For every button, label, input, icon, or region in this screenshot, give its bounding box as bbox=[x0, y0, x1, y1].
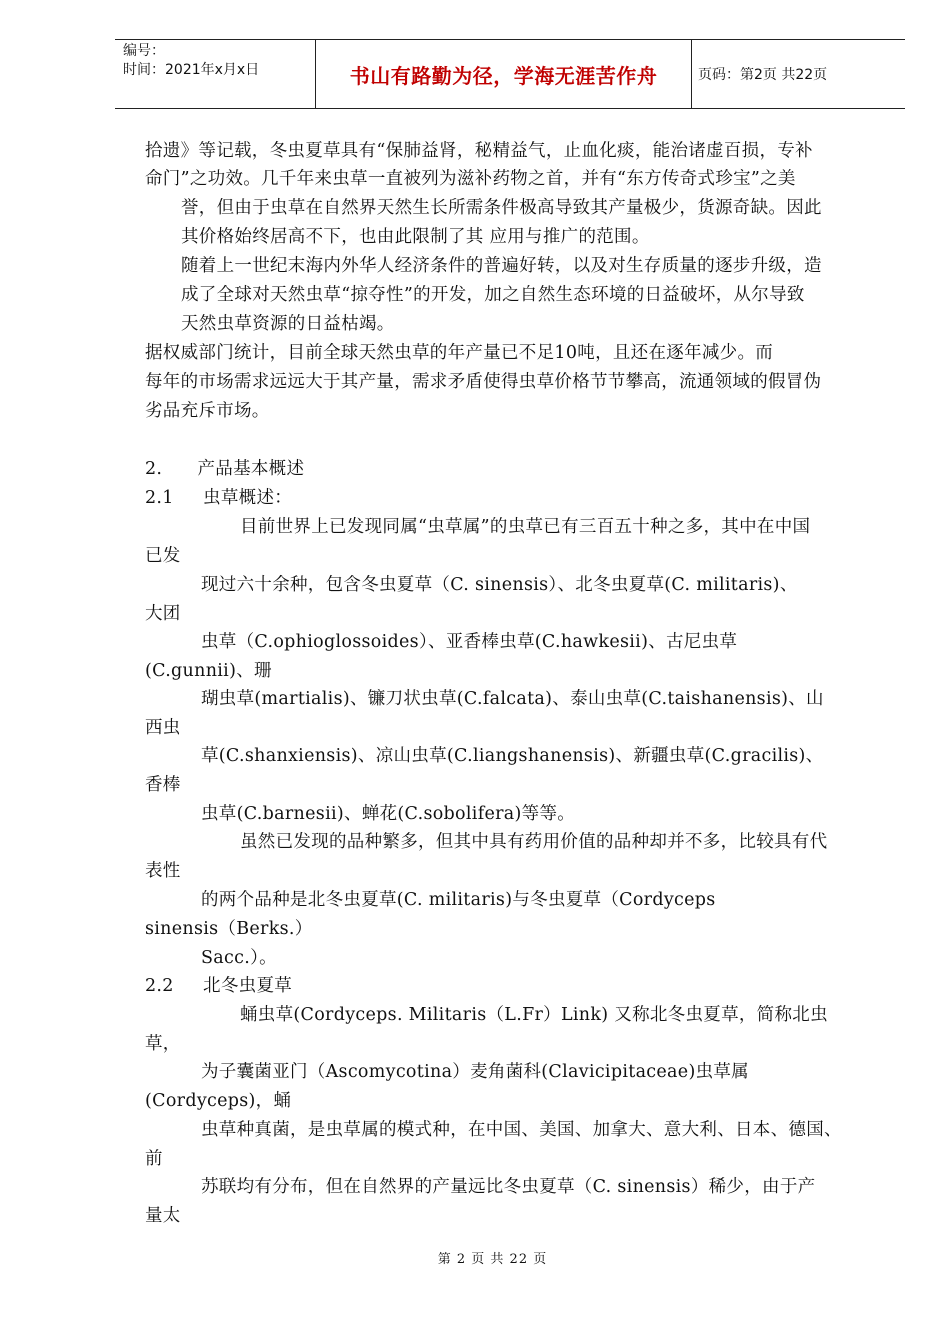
text-line: 天然虫草资源的日益枯竭。 bbox=[181, 314, 395, 334]
text-line: 的两个品种是北冬虫夏草(C. militaris)与冬虫夏草（Cordyceps bbox=[201, 890, 716, 910]
subsection-heading: 2.1 虫草概述： bbox=[145, 488, 293, 508]
header-page-info: 页码：第2页 共22页 bbox=[698, 67, 828, 83]
text-line: 虫草种真菌，是虫草属的模式种，在中国、美国、加拿大、意大利、日本、德国、 bbox=[201, 1120, 842, 1140]
text-line: Sacc.）。 bbox=[201, 948, 277, 968]
text-line: 每年的市场需求远远大于其产量，需求矛盾使得虫草价格节节攀高，流通领域的假冒伪 bbox=[145, 372, 822, 392]
page-header bbox=[115, 39, 905, 109]
text-line: 大团 bbox=[145, 604, 181, 624]
text-line: 目前世界上已发现同属“虫草属”的虫草已有三百五十种之多，其中在中国 bbox=[240, 517, 811, 537]
text-line: 香棒 bbox=[145, 775, 181, 795]
text-line: sinensis（Berks.） bbox=[145, 919, 313, 939]
section-heading: 2. 产品基本概述 bbox=[145, 459, 305, 479]
text-line: 表性 bbox=[145, 861, 181, 881]
text-line: 苏联均有分布，但在自然界的产量远比冬虫夏草（C. sinensis）稀少，由于产 bbox=[201, 1177, 816, 1197]
text-line: 已发 bbox=[145, 546, 181, 566]
code-label: 编号： bbox=[123, 43, 165, 59]
text-line: 虽然已发现的品种繁多，但其中具有药用价值的品种却并不多，比较具有代 bbox=[240, 832, 828, 852]
text-line: 成了全球对天然虫草“掠夺性”的开发，加之自然生态环境的日益破坏，从尔导致 bbox=[181, 285, 805, 305]
text-line: 拾遗》等记载，冬虫夏草具有“保肺益肾，秘精益气，止血化痰，能治诸虚百损，专补 bbox=[145, 141, 813, 161]
text-line: 劣品充斥市场。 bbox=[145, 401, 270, 421]
text-line: 据权威部门统计，目前全球天然虫草的年产量已不足10吨，且还在逐年减少。而 bbox=[145, 343, 774, 363]
text-line: 随着上一世纪末海内外华人经济条件的普遍好转，以及对生存质量的逐步升级，造 bbox=[181, 256, 822, 276]
text-line: 现过六十余种，包含冬虫夏草（C. sinensis）、北冬虫夏草(C. militaris)、 bbox=[201, 575, 798, 595]
page-footer: 第 2 页 共 22 页 bbox=[437, 1252, 548, 1267]
text-line: 誉，但由于虫草在自然界天然生长所需条件极高导致其产量极少，货源奇缺。因此 bbox=[181, 198, 822, 218]
subsection-heading: 2.2 北冬虫夏草 bbox=[145, 976, 293, 996]
text-line: 瑚虫草(martialis)、镰刀状虫草(C.falcata)、泰山虫草(C.taishanensis)、山 bbox=[201, 689, 824, 709]
header-meta bbox=[115, 40, 315, 108]
text-line: 西虫 bbox=[145, 718, 181, 738]
text-line: (C.gunnii)、珊 bbox=[145, 661, 272, 681]
text-line: 草， bbox=[145, 1034, 181, 1054]
text-line: 虫草（C.ophioglossoides）、亚香棒虫草(C.hawkesii)、古尼虫草 bbox=[201, 632, 738, 652]
text-line: 量太 bbox=[145, 1206, 181, 1226]
text-line: 为子囊菌亚门（Ascomycotina）麦角菌科(Clavicipitaceae)虫草属 bbox=[201, 1062, 749, 1082]
text-line: (Cordyceps)，蛹 bbox=[145, 1091, 292, 1111]
text-line: 草(C.shanxiensis)、凉山虫草(C.liangshanensis)、新疆虫草(C.gracilis)、 bbox=[201, 746, 824, 766]
text-line: 前 bbox=[145, 1149, 163, 1169]
text-line: 命门”之功效。几千年来虫草一直被列为滋补药物之首，并有“东方传奇式珍宝”之美 bbox=[145, 169, 796, 189]
text-line: 蛹虫草(Cordyceps. Militaris（L.Fr）Link) 又称北冬虫夏草，简称北虫 bbox=[240, 1005, 828, 1025]
time-label: 时间：2021年x月x日 bbox=[123, 62, 260, 78]
text-line: 虫草(C.barnesii)、蝉花(C.sobolifera)等等。 bbox=[201, 804, 576, 824]
text-line: 其价格始终居高不下，也由此限制了其 应用与推广的范围。 bbox=[181, 227, 650, 247]
header-motto: 书山有路勤为径，学海无涯苦作舟 bbox=[315, 40, 692, 108]
